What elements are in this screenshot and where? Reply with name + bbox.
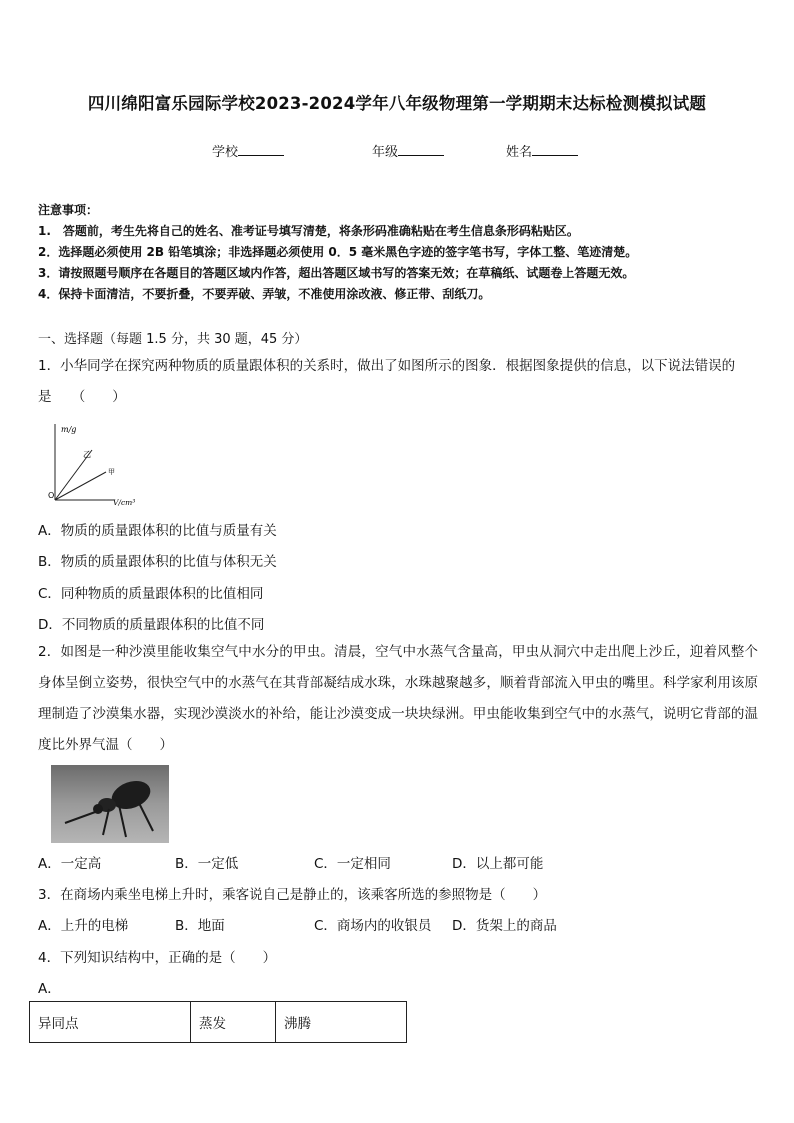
- q3-option-b: B．地面: [175, 918, 225, 934]
- q1-stem-line2: 是 （ ）: [38, 389, 126, 405]
- note-item: 1. 答题前，考生先将自己的姓名、准考证号填写清楚，将条形码准确粘贴在考生信息条形码粘贴区。: [38, 224, 579, 238]
- line-jia-label: 甲: [108, 468, 115, 476]
- school-label: 学校: [212, 145, 239, 160]
- name-blank: [532, 143, 578, 156]
- note-item: 3．请按照题号顺序在各题目的答题区域内作答，超出答题区域书写的答案无效；在草稿纸、试题卷上答题无效。: [38, 266, 635, 280]
- line-jia: [55, 472, 106, 500]
- q4-option-a: A．: [38, 981, 61, 997]
- q2-option-c: C．一定相同: [314, 856, 391, 872]
- notes-block: [38, 200, 637, 305]
- q3-option-a: A．上升的电梯: [38, 918, 129, 934]
- q2-stem: 2．如图是一种沙漠里能收集空气中水分的甲虫。清晨，空气中水蒸气含量高，甲虫从洞穴中走出爬上沙丘，迎着风整个身体呈倒立姿势，很快空气中的水蒸气在其背部凝结成水珠，水珠越聚越多，顺着背部流入甲虫的嘴里。科学家利用该原理制造了沙漠集水器，实现沙漠淡水的补给，能让沙漠变成一块块绿洲。甲虫能收集到空气中的水蒸气，说明它背部的温度比外界气温（ ）: [38, 644, 758, 753]
- school-blank: [238, 143, 284, 156]
- q3-stem: 3．在商场内乘坐电梯上升时，乘客说自己是静止的，该乘客所选的参照物是（ ）: [38, 887, 547, 903]
- table-cell: 蒸发: [191, 1002, 276, 1043]
- q2-option-a: A．一定高: [38, 856, 102, 872]
- name-field: [506, 141, 578, 160]
- q4-stem: 4．下列知识结构中，正确的是（ ）: [38, 950, 277, 966]
- q1-option-b: B．物质的质量跟体积的比值与体积无关: [38, 554, 277, 570]
- beetle-photo: [51, 765, 169, 843]
- q1-option-d: D．不同物质的质量跟体积的比值不同: [38, 617, 265, 633]
- q1-option-a: A．物质的质量跟体积的比值与质量有关: [38, 523, 277, 539]
- table-cell: 沸腾: [276, 1002, 407, 1043]
- line-yi-label: 乙: [83, 450, 91, 459]
- q2-option-b: B．一定低: [175, 856, 239, 872]
- q2-option-d: D．以上都可能: [452, 856, 544, 872]
- y-axis-label: m/g: [61, 425, 77, 434]
- q1-mass-volume-graph: [44, 420, 144, 508]
- exam-title: 四川绵阳富乐园际学校2023-2024学年八年级物理第一学期期末达标检测模拟试题: [87, 94, 707, 113]
- grade-field: [372, 141, 444, 160]
- q3-option-c: C．商场内的收银员: [314, 918, 432, 934]
- q4-comparison-table: [29, 1001, 407, 1043]
- section-heading: 一、选择题（每题 1.5 分，共 30 题，45 分）: [38, 332, 308, 347]
- table-row: [30, 1002, 407, 1043]
- name-label: 姓名: [506, 145, 533, 160]
- note-item: 2．选择题必须使用 2B 铅笔填涂；非选择题必须使用 0．5 毫米黑色字迹的签字笔书写，字体工整、笔迹清楚。: [38, 245, 638, 259]
- q1-option-c: C．同种物质的质量跟体积的比值相同: [38, 586, 264, 602]
- x-axis-label: V/cm³: [113, 498, 136, 507]
- q1-stem-line1: 1．小华同学在探究两种物质的质量跟体积的关系时，做出了如图所示的图象．根据图象提供的信息，以下说法错误的: [38, 358, 736, 374]
- notes-heading: 注意事项：: [38, 203, 99, 217]
- origin-label: O: [48, 491, 55, 500]
- note-item: 4．保持卡面清洁，不要折叠，不要弄破、弄皱，不准使用涂改液、修正带、刮纸刀。: [38, 287, 491, 301]
- grade-label: 年级: [372, 145, 399, 160]
- grade-blank: [398, 143, 444, 156]
- school-field: [212, 141, 284, 160]
- table-cell: 异同点: [30, 1002, 191, 1043]
- q3-option-d: D．货架上的商品: [452, 918, 557, 934]
